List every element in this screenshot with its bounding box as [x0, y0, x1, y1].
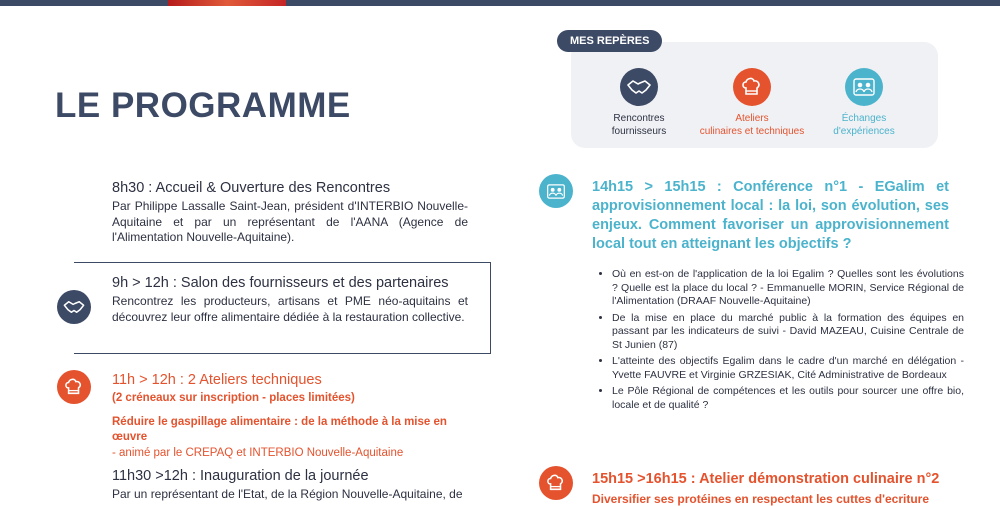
handshake-icon	[57, 290, 91, 324]
ateliers-subtitle: (2 créneaux sur inscription - places limitées)	[112, 392, 355, 404]
reperes-pill: MES REPÈRES	[557, 30, 662, 52]
legend-item-echanges	[804, 68, 924, 138]
people-exchange-icon	[539, 174, 573, 208]
reperes-legend	[571, 42, 938, 148]
ateliers-title: 11h > 12h : 2 Ateliers techniques	[112, 372, 322, 388]
legend-label: Ateliers culinaires et techniques	[699, 113, 805, 137]
list-item: • De la mise en place du marché public à la formation des équipes en passant par les indicateurs de suivi - David MAZEAU, Cuisine Centrale de St Junien (87)	[612, 312, 964, 353]
list-item: • Où en est-on de l'application de la loi Egalim ? Quelles sont les évolutions ? Quelle est la place du local ? - Emmanuelle MORIN, Service Régional de l'Alimentation (DRAAF Nouvelle-Aquitaine)	[612, 268, 964, 309]
chef-hat-icon	[733, 68, 771, 106]
list-item: • L'atteinte des objectifs Egalim dans le cadre d'un marché en délégation - Yvette FAUVRE et Virginie GRZESIAK, Cité Administrative de Bordeaux	[612, 355, 964, 382]
people-exchange-icon	[845, 68, 883, 106]
salon-text: Rencontrez les producteurs, artisans et PME néo-aquitains et découvrez leur offre alimentaire dédiée à la restauration collective.	[112, 294, 468, 324]
page-title: LE PROGRAMME	[55, 86, 351, 125]
legend-item-ateliers	[692, 68, 812, 138]
legend-item-rencontres	[579, 68, 699, 138]
top-banner	[0, 0, 1000, 6]
programme-inauguration	[112, 467, 468, 503]
list-item: • Le Pôle Régional de compétences et les outils pour sourcer une offre bio, locale et de qualité ?	[612, 385, 964, 412]
legend-label: Échanges d'expériences	[833, 113, 895, 137]
conference-title: 14h15 > 15h15 : Conférence n°1 - EGalim et approvisionnement local : la loi, son évolution, ses enjeux. Comment favoriser un approvisionnement local tout en atteignant les objectifs ?	[592, 179, 949, 252]
programme-salon	[112, 274, 468, 325]
salon-title: 9h > 12h : Salon des fournisseurs et des partenaires	[112, 275, 449, 291]
programme-ateliers	[112, 371, 482, 461]
atelier-animators: - animé par le CREPAQ et INTERBIO Nouvelle-Aquitaine	[112, 446, 404, 459]
handshake-icon	[620, 68, 658, 106]
inauguration-text: Par un représentant de l'Etat, de la Région Nouvelle-Aquitaine, de	[112, 487, 463, 501]
header-photo-strip	[168, 0, 286, 6]
chef-hat-icon	[539, 466, 573, 500]
inauguration-title: 11h30 >12h : Inauguration de la journée	[112, 468, 369, 484]
chef-hat-icon	[57, 370, 91, 404]
atelier-name: Réduire le gaspillage alimentaire : de la méthode à la mise en œuvre	[112, 415, 447, 443]
demo-title: 15h15 >16h15 : Atelier démonstration culinaire n°2	[592, 471, 940, 487]
accueil-text: Par Philippe Lassalle Saint-Jean, président d'INTERBIO Nouvelle-Aquitaine et par un représentant de l'AANA (Agence de l'Alimentation Nouvelle-Aquitaine).	[112, 199, 468, 244]
accueil-title: 8h30 : Accueil & Ouverture des Rencontres	[112, 180, 391, 196]
demo-subtitle-cut: Diversifier ses protéines en respectant les cuttes d'ecriture	[592, 492, 929, 506]
conference-speakers	[598, 268, 964, 415]
legend-label: Rencontres fournisseurs	[611, 113, 667, 137]
programme-accueil	[112, 179, 468, 246]
